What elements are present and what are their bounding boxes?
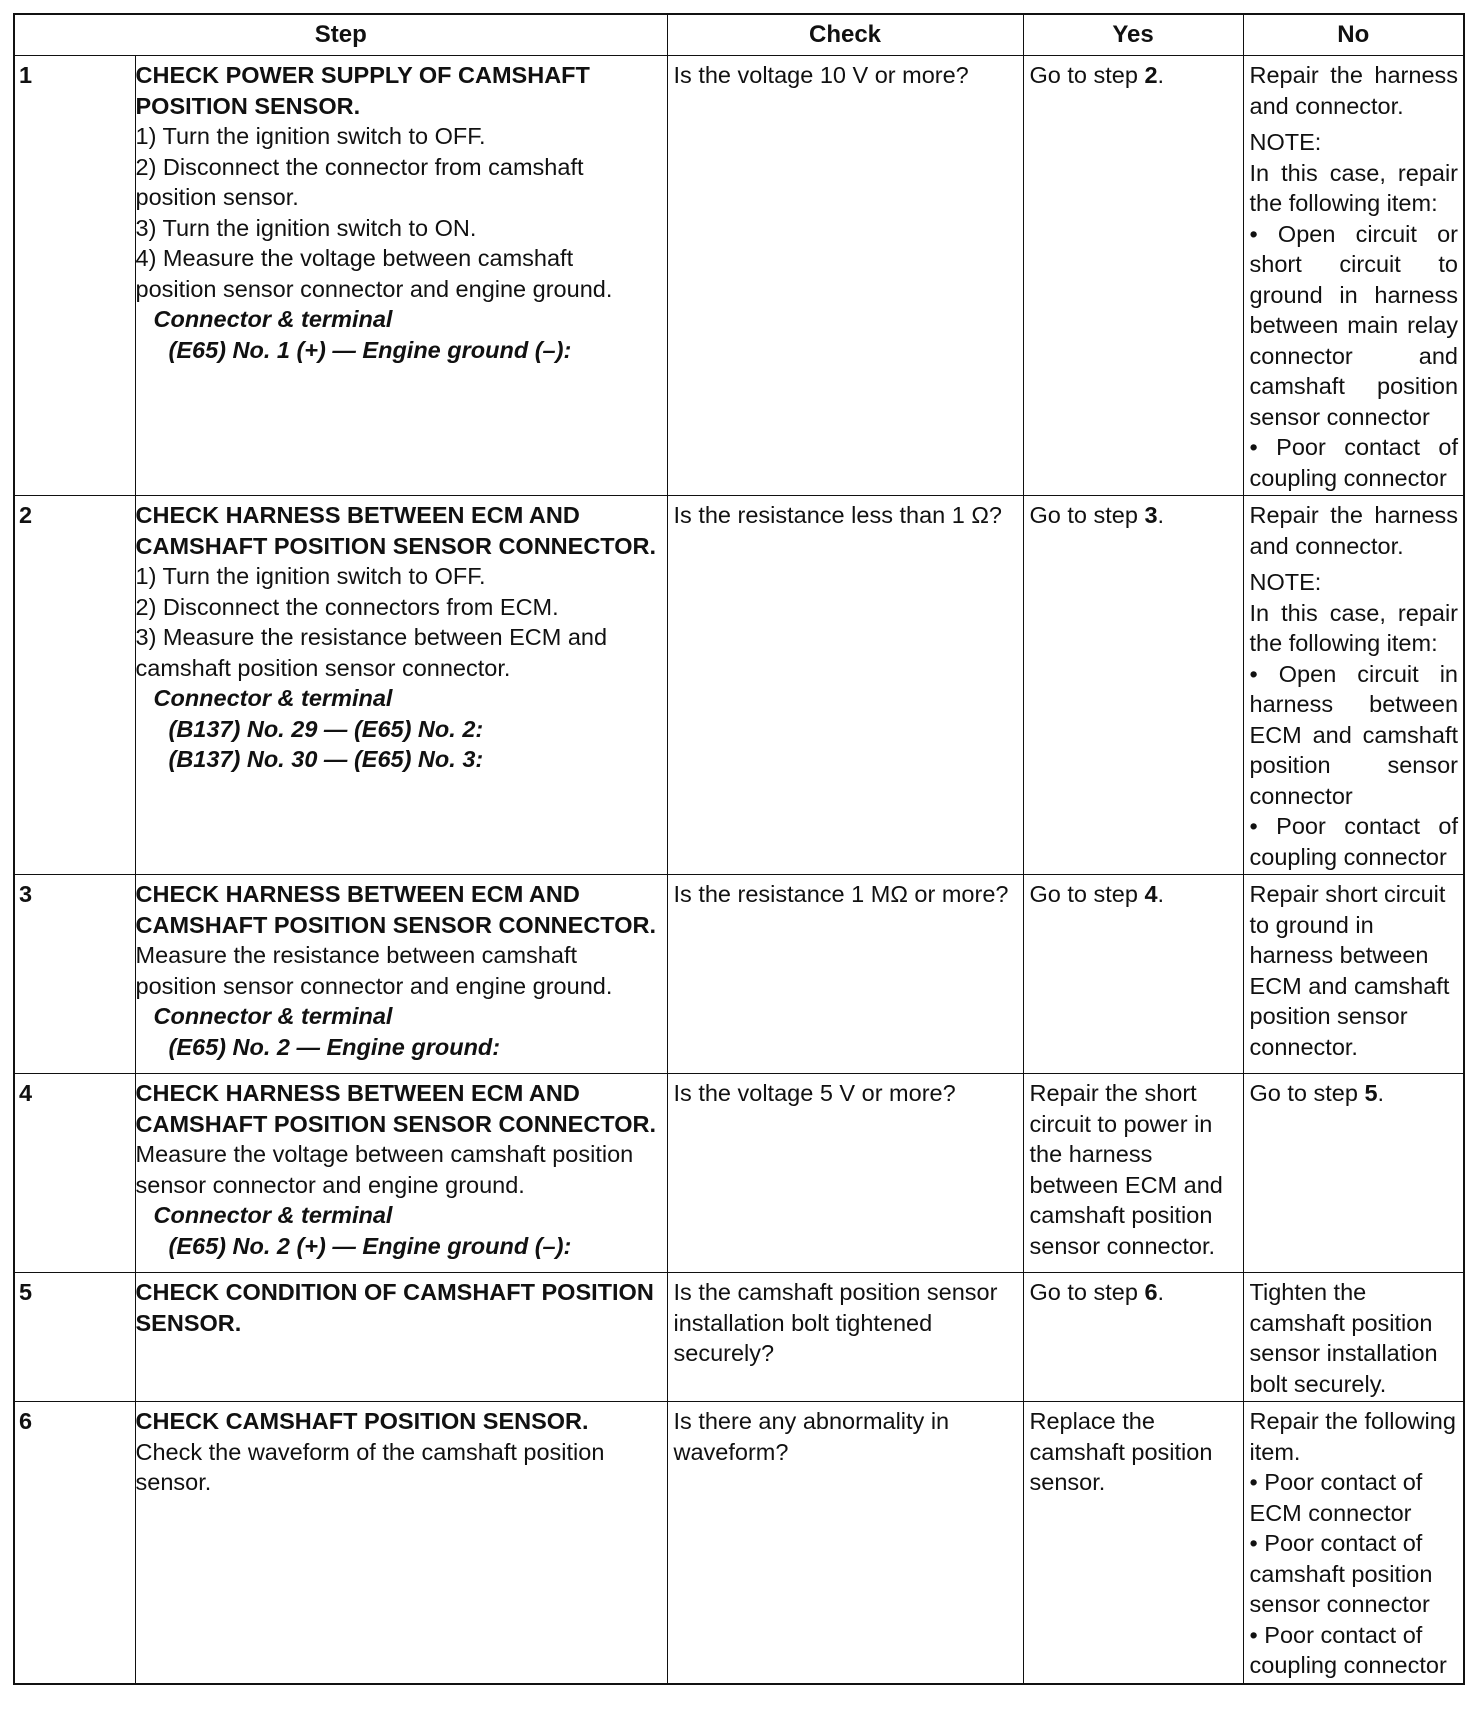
no-note-label: NOTE: [1249, 569, 1322, 595]
yes-suffix: . [1157, 62, 1165, 88]
table-row [14, 1402, 1464, 1684]
connector-terminal: (E65) No. 2 — Engine ground: [168, 1033, 501, 1060]
no-step-number: 5 [1364, 1080, 1378, 1106]
connector-terminal: (B137) No. 30 — (E65) No. 3: [168, 746, 484, 772]
no-bullet: • Poor contact of camshaft position sensor connector [1249, 1530, 1433, 1617]
instruction: 3) Turn the ignition switch to ON. [135, 214, 477, 241]
yes-text: Go to step [1029, 502, 1145, 528]
header-check: Check [667, 14, 1023, 56]
no-cell [1243, 1074, 1464, 1273]
yes-step-number: 6 [1144, 1279, 1158, 1305]
no-cell: Repair short circuit to ground in harness between ECM and camshaft position sensor connector. [1243, 875, 1464, 1074]
table-row [14, 875, 1464, 1074]
step-title: CHECK HARNESS BETWEEN ECM AND CAMSHAFT POSITION SENSOR CONNECTOR. [135, 1080, 657, 1137]
connector-terminal: (B137) No. 29 — (E65) No. 2: [168, 715, 484, 742]
table-row [14, 496, 1464, 875]
yes-text: Go to step [1029, 881, 1145, 907]
connector-terminal: (E65) No. 2 (+) — Engine ground (–): [168, 1232, 572, 1259]
yes-suffix: . [1157, 1279, 1165, 1305]
no-text: Repair the harness and connector. [1249, 62, 1459, 119]
step-description [135, 1402, 667, 1684]
step-title: CHECK CONDITION OF CAMSHAFT POSITION SENSOR. [135, 1279, 654, 1336]
connector-heading: Connector & terminal [153, 685, 393, 711]
step-number: 1 [14, 56, 135, 496]
header-no: No [1243, 14, 1464, 56]
instruction: 1) Turn the ignition switch to OFF. [135, 563, 486, 589]
step-title: CHECK HARNESS BETWEEN ECM AND CAMSHAFT POSITION SENSOR CONNECTOR. [135, 502, 657, 559]
no-bullet: • Open circuit or short circuit to ground in harness between main relay connector and camshaft position sensor connector [1249, 220, 1459, 430]
yes-step-number: 2 [1144, 62, 1158, 88]
table-row [14, 1273, 1464, 1402]
no-bullet: • Poor contact of coupling connector [1249, 1621, 1447, 1678]
no-note-label: NOTE: [1249, 129, 1322, 155]
yes-suffix: . [1157, 502, 1165, 528]
instruction: 4) Measure the voltage between camshaft position sensor connector and engine ground. [135, 245, 613, 302]
yes-suffix: . [1157, 881, 1165, 907]
no-note-text: In this case, repair the following item: [1249, 159, 1459, 216]
instruction: Check the waveform of the camshaft position sensor. [135, 1438, 605, 1495]
instruction: 2) Disconnect the connectors from ECM. [135, 593, 559, 620]
yes-cell: Repair the short circuit to power in the harness between ECM and camshaft position sensor connector. [1023, 1074, 1243, 1273]
header-step: Step [14, 14, 667, 56]
table-row [14, 56, 1464, 496]
header-yes: Yes [1023, 14, 1243, 56]
no-cell [1243, 56, 1464, 496]
no-cell [1243, 496, 1464, 875]
check-cell: Is the resistance less than 1 Ω? [667, 496, 1023, 875]
step-description [135, 56, 667, 496]
instruction: Measure the resistance between camshaft position sensor connector and engine ground. [135, 942, 613, 999]
no-bullet: • Open circuit in harness between ECM and camshaft position sensor connector [1249, 660, 1459, 809]
step-title: CHECK HARNESS BETWEEN ECM AND CAMSHAFT POSITION SENSOR CONNECTOR. [135, 881, 657, 938]
no-bullet: • Poor contact of ECM connector [1249, 1469, 1423, 1526]
no-text: Go to step [1249, 1080, 1365, 1106]
check-cell: Is the resistance 1 MΩ or more? [667, 875, 1023, 1074]
instruction: Measure the voltage between camshaft position sensor connector and engine ground. [135, 1141, 634, 1198]
table-row [14, 1074, 1464, 1273]
step-description [135, 1273, 667, 1402]
no-bullet: • Poor contact of coupling connector [1249, 813, 1459, 870]
step-description [135, 1074, 667, 1273]
yes-cell [1023, 875, 1243, 1074]
yes-text: Go to step [1029, 62, 1145, 88]
yes-cell [1023, 1273, 1243, 1402]
instruction: 2) Disconnect the connector from camshaft position sensor. [135, 153, 584, 210]
check-cell: Is the voltage 5 V or more? [667, 1074, 1023, 1273]
yes-step-number: 3 [1144, 502, 1158, 528]
no-bullet: • Poor contact of coupling connector [1249, 434, 1459, 491]
step-number: 3 [14, 875, 135, 1074]
no-cell [1243, 1402, 1464, 1684]
diagnostic-table [13, 13, 1465, 1685]
step-description [135, 875, 667, 1074]
no-cell: Tighten the camshaft position sensor installation bolt securely. [1243, 1273, 1464, 1402]
connector-terminal: (E65) No. 1 (+) — Engine ground (–): [168, 336, 572, 363]
check-cell: Is there any abnormality in waveform? [667, 1402, 1023, 1684]
step-number: 6 [14, 1402, 135, 1684]
check-cell: Is the voltage 10 V or more? [667, 56, 1023, 496]
step-description [135, 496, 667, 875]
step-number: 4 [14, 1074, 135, 1273]
yes-cell [1023, 56, 1243, 496]
step-title: CHECK CAMSHAFT POSITION SENSOR. [135, 1408, 589, 1434]
step-number: 5 [14, 1273, 135, 1402]
no-suffix: . [1377, 1080, 1385, 1106]
yes-step-number: 4 [1144, 881, 1158, 907]
connector-heading: Connector & terminal [153, 1202, 393, 1228]
header-row [14, 14, 1464, 56]
no-note-text: In this case, repair the following item: [1249, 599, 1459, 656]
yes-cell: Replace the camshaft position sensor. [1023, 1402, 1243, 1684]
connector-heading: Connector & terminal [153, 1003, 393, 1029]
no-text: Repair the following item. [1249, 1408, 1456, 1465]
no-text: Repair the harness and connector. [1249, 502, 1459, 559]
step-title: CHECK POWER SUPPLY OF CAMSHAFT POSITION SENSOR. [135, 62, 590, 119]
yes-cell [1023, 496, 1243, 875]
check-cell: Is the camshaft position sensor installation bolt tightened securely? [667, 1273, 1023, 1402]
yes-text: Go to step [1029, 1279, 1145, 1305]
instruction: 3) Measure the resistance between ECM and camshaft position sensor connector. [135, 624, 608, 681]
connector-heading: Connector & terminal [153, 306, 393, 332]
instruction: 1) Turn the ignition switch to OFF. [135, 123, 486, 149]
step-number: 2 [14, 496, 135, 875]
